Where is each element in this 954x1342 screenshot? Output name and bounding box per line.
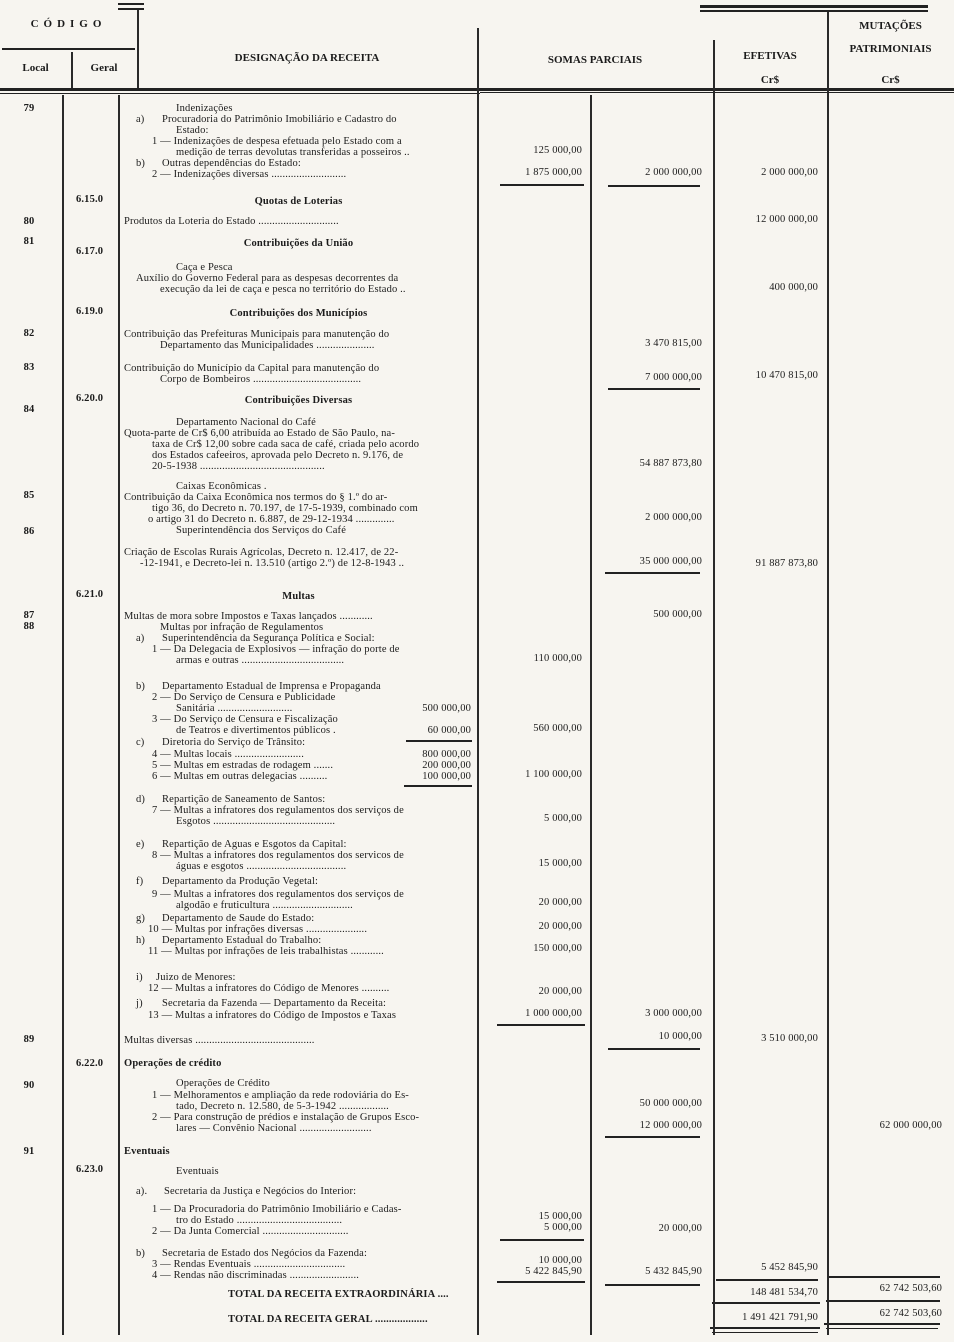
designacao-column-header: DESIGNAÇÃO DA RECEITA [234,52,380,64]
amount-cell: 100 000,00 [422,771,471,782]
horizontal-rule [605,572,700,574]
horizontal-rule [710,1327,820,1329]
text-line: c) [136,737,145,748]
horizontal-rule [712,1302,820,1304]
amount-cell: 400 000,00 [769,282,818,293]
vertical-rule [590,95,592,1335]
code-cell: 79 [23,103,35,114]
text-line: Sanitária ........................... [176,703,293,714]
amount-cell: 5 432 845,90 [645,1266,702,1277]
text-line: Contribuição do Município da Capital para manutenção do [124,363,380,374]
codigo-header: CÓDIGO [30,18,107,30]
text-line: o artigo 31 do Decreto n. 6.887, de 29-12-1934 .............. [148,514,395,525]
amount-cell: 2 000 000,00 [645,167,702,178]
amount-cell: 3 510 000,00 [761,1033,818,1044]
amount-cell: 1 100 000,00 [525,769,582,780]
amount-cell: 5 422 845,90 [525,1266,582,1277]
amount-cell: 1 000 000,00 [525,1008,582,1019]
text-line: Esgotos ............................................ [176,816,336,827]
text-line: Indenizações [176,103,233,114]
text-line: 9 — Multas a infratores dos regulamentos dos serviços de [152,889,404,900]
efetivas-column-header: EFETIVAS [743,50,797,62]
amount-cell: 50 000 000,00 [639,1098,702,1109]
horizontal-rule [608,185,700,187]
text-line: Caça e Pesca [176,262,233,273]
code-cell: 6.22.0 [76,1058,104,1069]
text-line: Multas [282,591,315,602]
horizontal-rule [497,1281,585,1283]
text-line: dos Estados cafeeiros, aprovada pelo Decreto n. 9.176, de [152,450,404,461]
amount-cell: 125 000,00 [533,145,582,156]
amount-cell: 2 000 000,00 [761,167,818,178]
vertical-rule [71,52,73,88]
text-line: 5 — Multas em estradas de rodagem ....... [152,760,334,771]
vertical-rule [137,10,139,88]
amount-cell: 20 000,00 [538,921,582,932]
amount-cell: 500 000,00 [422,703,471,714]
text-line: 7 — Multas a infratores dos regulamentos dos serviços de [152,805,404,816]
text-line: Departamento Estadual do Trabalho: [162,935,322,946]
text-line: Departamento das Municipalidades ..................... [160,340,375,351]
vertical-rule [118,95,120,1335]
horizontal-rule [826,1328,938,1329]
code-cell: 83 [23,362,35,373]
text-line: Corpo de Bombeiros ....................................... [160,374,362,385]
text-line: 10 — Multas por infrações diversas ...................... [148,924,368,935]
text-line: Repartição de Saneamento de Santos: [162,794,326,805]
text-line: Contribuição da Caixa Econômica nos termos do § 1.º do ar- [124,492,388,503]
horizontal-rule [700,5,928,8]
mutacoes-column-header-line2: PATRIMONIAIS [849,43,932,55]
text-line: tro do Estado ...................................... [176,1215,343,1226]
text-line: Procuradoria do Patrimônio Imobiliário e Cadastro do [162,114,397,125]
text-line: Contribuição das Prefeituras Municipais para manutenção do [124,329,390,340]
horizontal-rule [480,92,954,93]
horizontal-rule [406,740,472,742]
text-line: 2 — Indenizações diversas ........................... [152,169,347,180]
text-line: Quota-parte de Cr$ 6,00 atribuída ao Estado de São Paulo, na- [124,428,395,439]
code-cell: 88 [23,621,35,632]
text-line: d) [136,794,146,805]
code-cell: 85 [23,490,35,501]
text-line: Secretaria de Estado dos Negócios da Fazenda: [162,1248,368,1259]
text-line: Caixas Econômicas . [176,481,267,492]
text-line: Departamento de Saude do Estado: [162,913,315,924]
text-line: Multas diversas ........................................... [124,1035,315,1046]
text-line: -12-1941, e Decreto-lei n. 13.510 (artigo 2.º) de 12-8-1943 .. [140,558,405,569]
horizontal-rule [2,48,135,50]
amount-cell: 500 000,00 [653,609,702,620]
text-line: b) [136,1248,146,1259]
horizontal-rule [826,1300,940,1302]
text-line: f) [136,876,144,887]
amount-cell: 10 470 815,00 [755,370,818,381]
text-line: TOTAL DA RECEITA GERAL ................... [228,1314,428,1325]
horizontal-rule [608,388,700,390]
amount-cell: 10 000,00 [658,1031,702,1042]
amount-cell: 15 000,00 [538,858,582,869]
amount-cell: 60 000,00 [427,725,471,736]
text-line: tado, Decreto n. 12.580, de 5-3-1942 .................. [176,1101,389,1112]
text-line: algodão e fruticultura ............................. [176,900,353,911]
amount-cell: 15 000,00 [538,1211,582,1222]
code-cell: 6.21.0 [76,589,104,600]
code-cell: 6.20.0 [76,393,104,404]
text-line: medição de terras devolutas transferidas a posseiros .. [176,147,410,158]
text-line: 1 — Da Procuradoria do Patrimônio Imobiliário e Cadas- [152,1204,402,1215]
text-line: b) [136,158,146,169]
text-line: lares — Convênio Nacional .......................... [176,1123,372,1134]
code-cell: 81 [23,236,35,247]
text-line: Multas por infração de Regulamentos [160,622,324,633]
text-line: 2 — Do Serviço de Censura e Publicidade [152,692,336,703]
text-line: Quotas de Loterias [254,196,343,207]
text-line: Criação de Escolas Rurais Agrícolas, Decreto n. 12.417, de 22- [124,547,399,558]
text-line: Repartição de Aguas e Esgotos da Capital: [162,839,347,850]
text-line: Juizo de Menores: [156,972,236,983]
text-line: TOTAL DA RECEITA EXTRAORDINÁRIA .... [228,1289,449,1300]
text-line: Departamento Nacional do Café [176,417,316,428]
code-cell: 91 [23,1146,35,1157]
mutacoes-column-header-line1: MUTAÇÕES [859,20,922,32]
code-cell: 6.15.0 [76,194,104,205]
horizontal-rule [497,1024,585,1026]
amount-cell: 12 000 000,00 [755,214,818,225]
text-line: águas e esgotos .................................... [176,861,347,872]
amount-cell: 62 742 503,60 [879,1283,942,1294]
text-line: i) [136,972,143,983]
amount-cell: 54 887 873,80 [639,458,702,469]
text-line: taxa de Cr$ 12,00 sobre cada saca de café, criada pelo acordo [152,439,420,450]
amount-cell: 12 000 000,00 [639,1120,702,1131]
amount-cell: 20 000,00 [658,1223,702,1234]
efetivas-currency-unit: Cr$ [760,74,780,86]
text-line: Estado: [176,125,209,136]
horizontal-rule [118,3,144,5]
text-line: 4 — Multas locais ......................... [152,749,304,760]
amount-cell: 5 000,00 [544,813,582,824]
text-line: 2 — Da Junta Comercial ............................... [152,1226,349,1237]
text-line: Superintendência dos Serviços do Café [176,525,347,536]
text-line: Operações de crédito [124,1058,222,1069]
horizontal-rule [716,1279,818,1281]
code-cell: 82 [23,328,35,339]
amount-cell: 110 000,00 [533,653,582,664]
amount-cell: 62 742 503,60 [879,1308,942,1319]
text-line: Produtos da Loteria do Estado ............................. [124,216,339,227]
text-line: 1 — Da Delegacia de Explosivos — infração do porte de [152,644,400,655]
horizontal-rule [118,8,144,10]
horizontal-rule [824,1323,940,1325]
amount-cell: 7 000 000,00 [645,372,702,383]
amount-cell: 560 000,00 [533,723,582,734]
text-line: de Teatros e divertimentos públicos . [176,725,336,736]
text-line: e) [136,839,145,850]
horizontal-rule [500,1239,584,1241]
amount-cell: 5 452 845,90 [761,1262,818,1273]
amount-cell: 5 000,00 [544,1222,582,1233]
text-line: Contribuições Diversas [244,395,353,406]
text-line: Contribuições da União [243,238,354,249]
code-cell: 6.17.0 [76,246,104,257]
text-line: Auxílio do Governo Federal para as despesas decorrentes da [136,273,399,284]
amount-cell: 800 000,00 [422,749,471,760]
text-line: execução da lei de caça e pesca no território do Estado .. [160,284,406,295]
text-line: Secretaria da Fazenda — Departamento da Receita: [162,998,387,1009]
amount-cell: 148 481 534,70 [750,1287,818,1298]
amount-cell: 2 000 000,00 [645,512,702,523]
geral-column-header: Geral [90,62,118,74]
text-line: 20-5-1938 ............................................. [152,461,325,472]
amount-cell: 1 875 000,00 [525,167,582,178]
text-line: Eventuais [176,1166,219,1177]
horizontal-rule [700,10,928,12]
amount-cell: 20 000,00 [538,897,582,908]
vertical-rule [827,12,829,1335]
code-cell: 90 [23,1080,35,1091]
text-line: 8 — Multas a infratores dos regulamentos dos servicos de [152,850,404,861]
horizontal-rule [605,1136,700,1138]
text-line: h) [136,935,146,946]
text-line: Superintendência da Segurança Política e Social: [162,633,375,644]
text-line: g) [136,913,146,924]
text-line: b) [136,681,146,692]
code-cell: 6.19.0 [76,306,104,317]
horizontal-rule [0,93,480,94]
text-line: 13 — Multas a infratores do Código de Impostos e Taxas [148,1010,397,1021]
horizontal-rule [605,1284,700,1286]
vertical-rule [62,95,64,1335]
horizontal-rule [404,785,472,787]
amount-cell: 10 000,00 [538,1255,582,1266]
code-cell: 86 [23,526,35,537]
text-line: armas e outras ..................................... [176,655,345,666]
text-line: tigo 36, do Decreto n. 70.197, de 17-5-1939, combinado com [152,503,418,514]
text-line: 1 — Melhoramentos e ampliação da rede rodoviária do Es- [152,1090,409,1101]
somas-parciais-column-header: SOMAS PARCIAIS [547,54,643,66]
text-line: Secretaria da Justiça e Negócios do Interior: [164,1186,357,1197]
text-line: 2 — Para construção de prédios e instalação de Grupos Esco- [152,1112,420,1123]
text-line: Contribuições dos Municípios [229,308,368,319]
horizontal-rule [828,1276,940,1278]
amount-cell: 150 000,00 [533,943,582,954]
text-line: Eventuais [124,1146,170,1157]
code-cell: 87 [23,610,35,621]
text-line: 4 — Rendas não discriminadas ......................... [152,1270,359,1281]
text-line: 3 — Do Serviço de Censura e Fiscalização [152,714,338,725]
amount-cell: 3 470 815,00 [645,338,702,349]
text-line: Outras dependências do Estado: [162,158,301,169]
vertical-rule [713,40,715,1335]
amount-cell: 3 000 000,00 [645,1008,702,1019]
vertical-rule [477,28,479,1335]
amount-cell: 20 000,00 [538,986,582,997]
amount-cell: 1 491 421 791,90 [742,1312,818,1323]
text-line: a). [136,1186,148,1197]
code-cell: 84 [23,404,35,415]
code-cell: 6.23.0 [76,1164,104,1175]
text-line: Departamento da Produção Vegetal: [162,876,319,887]
text-line: Departamento Estadual de Imprensa e Propaganda [162,681,381,692]
amount-cell: 35 000 000,00 [639,556,702,567]
local-column-header: Local [22,62,49,74]
text-line: Operações de Crédito [176,1078,270,1089]
horizontal-rule [712,1332,818,1333]
text-line: a) [136,633,145,644]
text-line: 1 — Indenizações de despesa efetuada pelo Estado com a [152,136,402,147]
mutacoes-currency-unit: Cr$ [881,74,900,86]
horizontal-rule [608,1048,700,1050]
text-line: 6 — Multas em outras delegacias .......... [152,771,328,782]
code-cell: 89 [23,1034,35,1045]
text-line: 12 — Multas a infratores do Código de Menores .......... [148,983,390,994]
text-line: 11 — Multas por infrações de leis trabalhistas ............ [148,946,384,957]
text-line: Diretoria do Serviço de Trânsito: [162,737,306,748]
horizontal-rule [500,184,584,186]
code-cell: 80 [23,216,35,227]
amount-cell: 91 887 873,80 [755,558,818,569]
amount-cell: 200 000,00 [422,760,471,771]
text-line: j) [136,998,143,1009]
text-line: Multas de mora sobre Impostos e Taxas lançados ............ [124,611,373,622]
text-line: a) [136,114,145,125]
text-line: 3 — Rendas Eventuais ................................. [152,1259,346,1270]
amount-cell: 62 000 000,00 [879,1120,942,1131]
